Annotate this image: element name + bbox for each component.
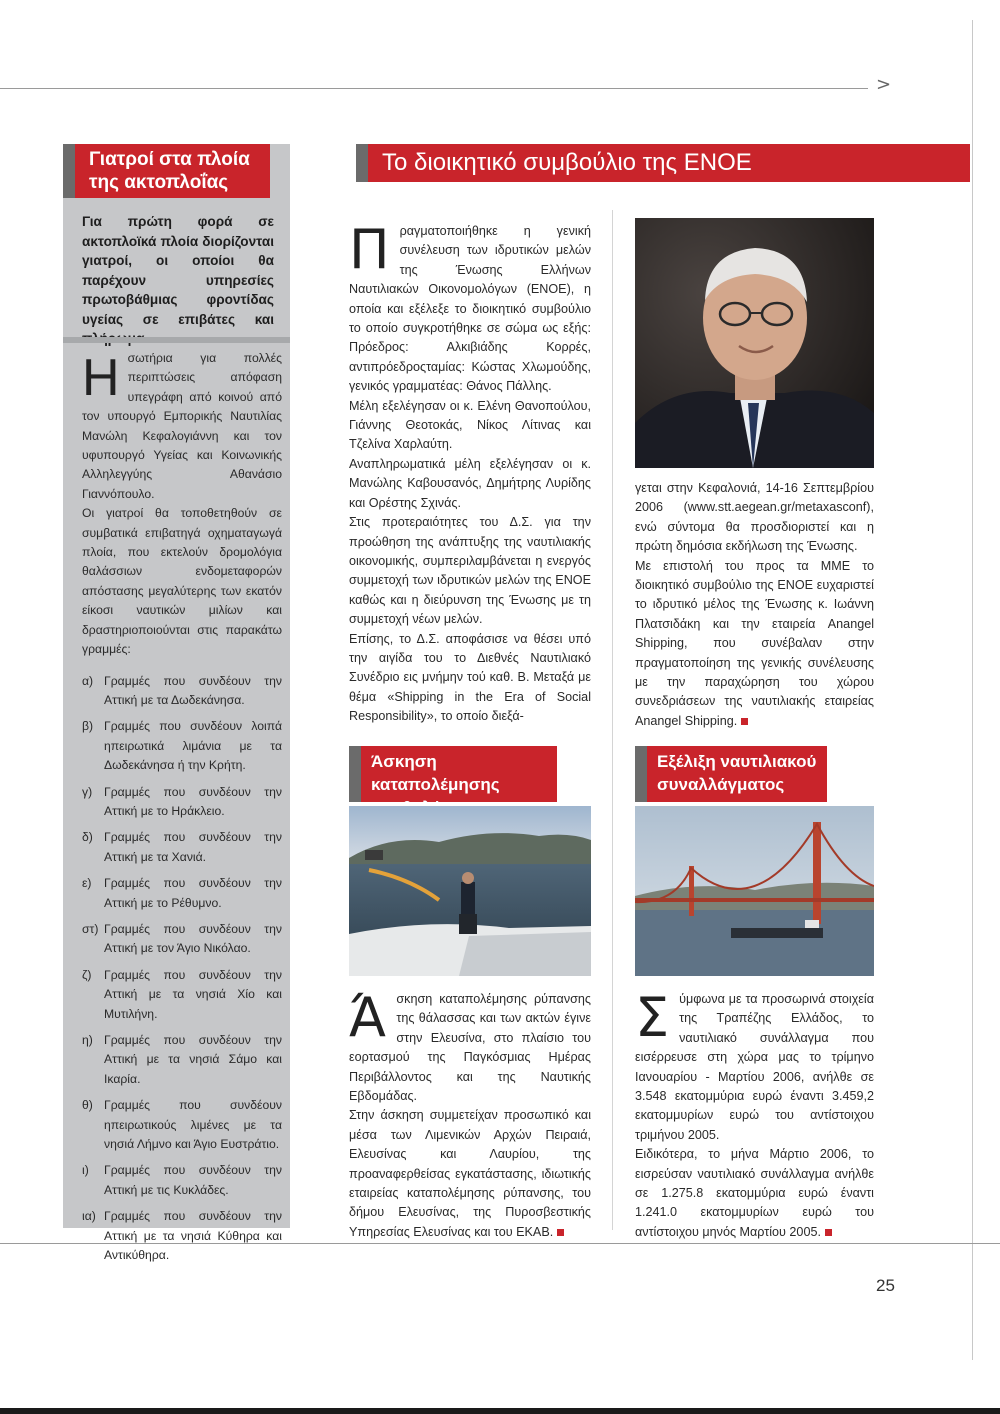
- sidebar-divider: [63, 337, 290, 343]
- route-item-text: Γραμμές που συνδέουν την Αττική με τα νησιά Σάμο και Ικαρία.: [104, 1033, 282, 1086]
- exercise-title: [349, 746, 557, 802]
- sidebar-para-1: [82, 349, 282, 504]
- main-col-2: [635, 479, 874, 731]
- route-list-item: [82, 783, 282, 822]
- main-para-5: Επίσης, το Δ.Σ. αποφάσισε να θέσει υπό την αιγίδα του το Διεθνές Ναυτιλιακό Συνέδριο εις μνήμην τού καθ. Β. Μεταξά με θέμα «Shipping in the Era of Social Responsibility», το οποίο διεξά-: [349, 631, 591, 724]
- exchange-title-line1: Εξέλιξη ναυτιλιακού: [657, 752, 817, 771]
- main-para-7: [635, 557, 874, 732]
- bridge-photo: [635, 806, 874, 976]
- route-list-item: [82, 966, 282, 1024]
- exercise-title-line1: Άσκηση καταπολέμησης: [371, 752, 500, 794]
- exchange-dropcap: Σ: [635, 986, 670, 1049]
- main-para-1-text: ραγματοποιήθηκε η γενική συνέλευση των ιδρυτικών μελών της Ένωσης Ελλήνων Ναυτιλιακών Οικονομολόγων (ΕΝΟΕ), η οποία και εξέλεξε το διοικητικό συμβούλιο το οποίο συγκροτήθηκε σε σώμα ως εξής: Πρόεδρος: Αλκιβιάδης Κορρές, αντιπρόεδροςταμίας: Κώστας Χλωμούδης, γενικός γραμματέας: Θάνος Πάλλης.: [349, 224, 591, 394]
- route-list-item: [82, 1207, 282, 1265]
- sidebar-title-line2: της ακτοπλοΐας: [89, 172, 229, 193]
- main-para-1: [349, 218, 591, 397]
- column-divider: [612, 210, 613, 1230]
- route-item-label: δ): [82, 830, 93, 845]
- end-mark-icon: [741, 718, 748, 725]
- top-rule: [0, 88, 868, 89]
- route-item-text: Γραμμές που συνδέουν λοιπά ηπειρωτικά λιμάνια με τα Δωδεκάνησα ή την Κρήτη.: [104, 719, 282, 773]
- sidebar-title: [63, 144, 270, 198]
- exercise-para-2-text: Στην άσκηση συμμετείχαν προσωπικό και μέσα των Λιμενικών Αρχών Πειραιά, Ελευσίνας και Λαυρίου, της προαναφερθείσας εγκατάστασης, ιδιωτικής εταιρείας καταπολέμησης ρύπανσης, του δήμου Ελευσίνας, της Πυροσβεστικής Υπηρεσίας Ελευσίνας και του ΕΚΑΒ.: [349, 1108, 591, 1239]
- route-item-text: Γραμμές που συνδέουν την Αττική με τις Κυκλάδες.: [104, 1163, 282, 1197]
- exchange-title-line2: συναλλάγματος: [657, 775, 785, 794]
- route-item-label: γ): [82, 784, 93, 799]
- page-edge: [972, 20, 973, 1360]
- exchange-para-2-text: Ειδικότερα, το μήνα Μάρτιο 2006, το εισρεύσαν ναυτιλιακό συνάλλαγμα ανήλθε σε 1.275.8 εκατομμύρια ευρώ έναντι 1.241.0 εκατομμυρίων ευρώ του αντίστοιχου μηνός Μαρτίου 2005.: [635, 1147, 874, 1239]
- route-list-item: [82, 828, 282, 867]
- sidebar-dropcap: Η: [82, 349, 120, 407]
- route-item-label: ι): [82, 1163, 89, 1178]
- exchange-para-1: [635, 986, 874, 1145]
- sidebar-title-line1: Γιατροί στα πλοία: [89, 149, 250, 170]
- route-list-item: [82, 1031, 282, 1089]
- page-number: 25: [876, 1276, 895, 1295]
- route-item-label: θ): [82, 1098, 93, 1113]
- route-item-text: Γραμμές που συνδέουν την Αττική με τα νησιά Χίο και Μυτιλήνη.: [104, 967, 282, 1021]
- main-dropcap: Π: [349, 218, 390, 281]
- end-mark-icon: [825, 1229, 832, 1236]
- sidebar-lead: Για πρώτη φορά σε ακτοπλοϊκά πλοία διορίζονται γιατροί, οι οποίοι θα παρέχουν υπηρεσίες πρωτοβάθμιας φροντίδας υγείας σε επιβάτες και: [82, 214, 274, 327]
- sidebar-body: [82, 349, 282, 1272]
- sidebar-para-2: Οι γιατροί θα τοποθετηθούν σε συμβατικά επιβατηγά οχηματαγωγά πλοία, που εκτελούν δρομολόγια θαλάσσιων ενδομεταφορών απόστασης μεγαλύτερης των εκατόν είκοσι ναυτικών μιλίων και δραστηριοποιούνται στις παρακάτω γραμμές:: [82, 506, 282, 657]
- main-para-4: Στις προτεραιότητες του Δ.Σ. για την προώθηση της ανάπτυξης της ναυτιλιακής οικονομικής, συμπεριλαμβάνεται η ενεργός συμμετοχή των ιδρυτικών μελών της ΕΝΟΕ καθώς και η διεύρυνση της Ένωσης με τη συμμετοχή νέων μελών.: [349, 515, 591, 627]
- main-title: Το διοικητικό συμβούλιο της ΕΝΟΕ: [356, 144, 970, 182]
- route-item-label: ια): [82, 1209, 96, 1224]
- exercise-para-1-text: σκηση καταπολέμησης ρύπανσης της θάλασσας και των ακτών έγινε στην Ελευσίνα, στο πλαίσιο του εορτασμού της Παγκόσμιας Ημέρας Περιβάλλοντος και της Ναυτικής Εβδομάδας.: [349, 992, 591, 1104]
- exchange-body: [635, 986, 874, 1242]
- route-item-text: Γραμμές που συνδέουν την Αττική με το Ηράκλειο.: [104, 784, 282, 818]
- exercise-dropcap: Ά: [349, 986, 387, 1049]
- exercise-body: [349, 986, 591, 1242]
- exercise-para-1: [349, 986, 591, 1106]
- bottom-bar: [0, 1408, 1000, 1414]
- route-item-text: Γραμμές που συνδέουν ηπειρωτικούς λιμένες με τα νησιά Λήμνο και Άγιο Ευστράτιο.: [104, 1098, 282, 1152]
- route-item-text: Γραμμές που συνδέουν την Αττική με τον Άγιο Νικόλαο.: [104, 921, 282, 956]
- route-list-item: [82, 672, 282, 711]
- route-item-label: ζ): [82, 967, 92, 982]
- route-list-item: [82, 874, 282, 913]
- route-item-text: Γραμμές που συνδέουν την Αττική με τα Δωδεκάνησα.: [104, 673, 282, 707]
- portrait-photo: [635, 218, 874, 468]
- main-para-7-text: Με επιστολή του προς τα ΜΜΕ το διοικητικό συμβούλιο της ΕΝΟΕ ευχαριστεί το ιδρυτικό μέλος της Ένωσης κ. Ιωάννη Πλατσιδάκη και την εταιρεία Anangel Shipping, που συνέβαλαν στην πραγματοποίηση της γενικής συνέλευσης με την παραχώρηση του χώρου συνεδριάσεων της ναυτιλιακής εταιρείας Anangel Shipping.: [635, 558, 874, 728]
- route-item-label: στ): [82, 921, 99, 936]
- main-col-1: [349, 218, 591, 727]
- sidebar-para-1-text: σωτήρια για πολλές περιπτώσεις απόφαση υπεγράφη από κοινού από τον υπουργό Εμπορικής Ναυτιλίας Μανώλη Κεφαλογιάννη και τον υφυπουργό Υγείας και Κοινωνικής Αλληλεγγύης Αθανάσιο Γιαννόπουλο.: [82, 351, 282, 501]
- route-list-item: [82, 1096, 282, 1154]
- route-item-text: Γραμμές που συνδέουν την Αττική με το Ρέθυμνο.: [104, 876, 282, 910]
- next-arrow-icon: >: [876, 74, 892, 95]
- route-list-item: [82, 717, 282, 775]
- end-mark-icon: [557, 1229, 564, 1236]
- route-item-label: ε): [82, 876, 92, 891]
- main-para-6: γεται στην Κεφαλονιά, 14-16 Σεπτεμβρίου 2006 (www.stt.aegean.gr/metaxasconf), ενώ σύντομα θα προσδιοριστεί και η πρώτη δημόσια εκδήλωση της Ένωσης.: [635, 481, 874, 554]
- routes-list: [82, 672, 282, 1266]
- route-list-item: [82, 920, 282, 959]
- route-item-text: Γραμμές που συνδέουν την Αττική με τα νησιά Κύθηρα και Αντικύθηρα.: [104, 1209, 282, 1263]
- main-para-3: Αναπληρωματικά μέλη εξελέγησαν οι κ. Μανώλης Καβουσανός, Δημήτρης Λυρίδης και Ορέστης Σχινάς.: [349, 456, 591, 510]
- route-list-item: [82, 1161, 282, 1200]
- exercise-para-2: [349, 1106, 591, 1242]
- main-para-2: Μέλη εξελέγησαν οι κ. Ελένη Θανοπούλου, Γιάννης Θεοτοκάς, Νίκος Λίτινας και Τζελίνα Χαρλαύτη.: [349, 398, 591, 452]
- route-item-label: α): [82, 673, 94, 688]
- pollution-exercise-photo: [349, 806, 591, 976]
- route-item-label: β): [82, 719, 94, 734]
- exchange-para-2: [635, 1145, 874, 1242]
- route-item-text: Γραμμές που συνδέουν την Αττική με τα Χανιά.: [104, 830, 282, 864]
- exchange-title: [635, 746, 827, 802]
- route-item-label: η): [82, 1033, 93, 1047]
- exchange-para-1-text: ύμφωνα με τα προσωρινά στοιχεία της Τραπέζης Ελλάδος, το ναυτιλιακό συνάλλαγμα που εισέρρευσε στη χώρα μας το τρίμηνο Ιανουαρίου - Μαρτίου 2006, ανήλθε σε 3.548 εκατομμύρια ευρώ έναντι 3.459,2 εκατομμυρίων ευρώ του αντίστοιχου τριμήνου 2005.: [635, 992, 874, 1142]
